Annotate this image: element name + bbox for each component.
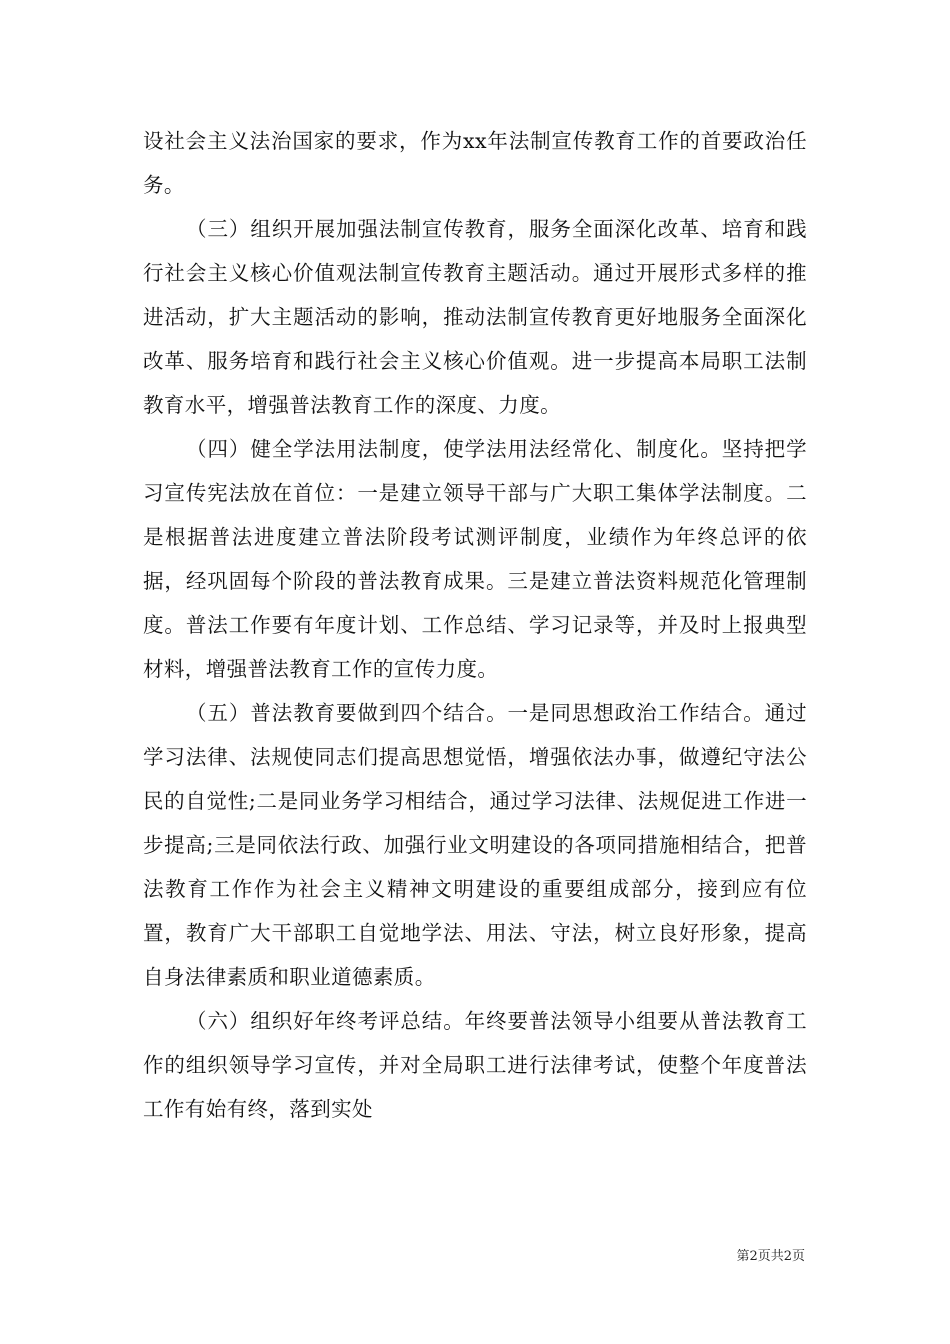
paragraph-section-6: （六）组织好年终考评总结。年终要普法领导小组要从普法教育工作的组织领导学习宣传，并对全局职工进行法律考试，使整个年度普法工作有始有终，落到实处 — [143, 1009, 807, 1121]
paragraph-section-3: （三）组织开展加强法制宣传教育，服务全面深化改革、培育和践行社会主义核心价值观法制宣传教育主题活动。通过开展形式多样的推进活动，扩大主题活动的影响，推动法制宣传教育更好地服务全面深化改革、服务培育和践行社会主义核心价值观。进一步提高本局职工法制教育水平，增强普法教育工作的深度、力度。 — [143, 217, 807, 417]
document-body — [143, 119, 807, 1131]
paragraph-section-5: （五）普法教育要做到四个结合。一是同思想政治工作结合。通过学习法律、法规使同志们提高思想觉悟，增强依法办事，做遵纪守法公民的自觉性;二是同业务学习相结合，通过学习法律、法规促进工作进一步提高;三是同依法行政、加强行业文明建设的各项同措施相结合，把普法教育工作作为社会主义精神文明建设的重要组成部分，接到应有位置，教育广大干部职工自觉地学法、用法、守法，树立良好形象，提高自身法律素质和职业道德素质。 — [143, 701, 807, 989]
paragraph-continuation: 设社会主义法治国家的要求，作为xx年法制宣传教育工作的首要政治任务。 — [143, 129, 807, 197]
page-number-footer: 第2页共2页 — [736, 1249, 805, 1264]
paragraph-section-4: （四）健全学法用法制度，使学法用法经常化、制度化。坚持把学习宣传宪法放在首位：一是建立领导干部与广大职工集体学法制度。二是根据普法进度建立普法阶段考试测评制度，业绩作为年终总评的依据，经巩固每个阶段的普法教育成果。三是建立普法资料规范化管理制度。普法工作要有年度计划、工作总结、学习记录等，并及时上报典型材料，增强普法教育工作的宣传力度。 — [143, 437, 807, 681]
